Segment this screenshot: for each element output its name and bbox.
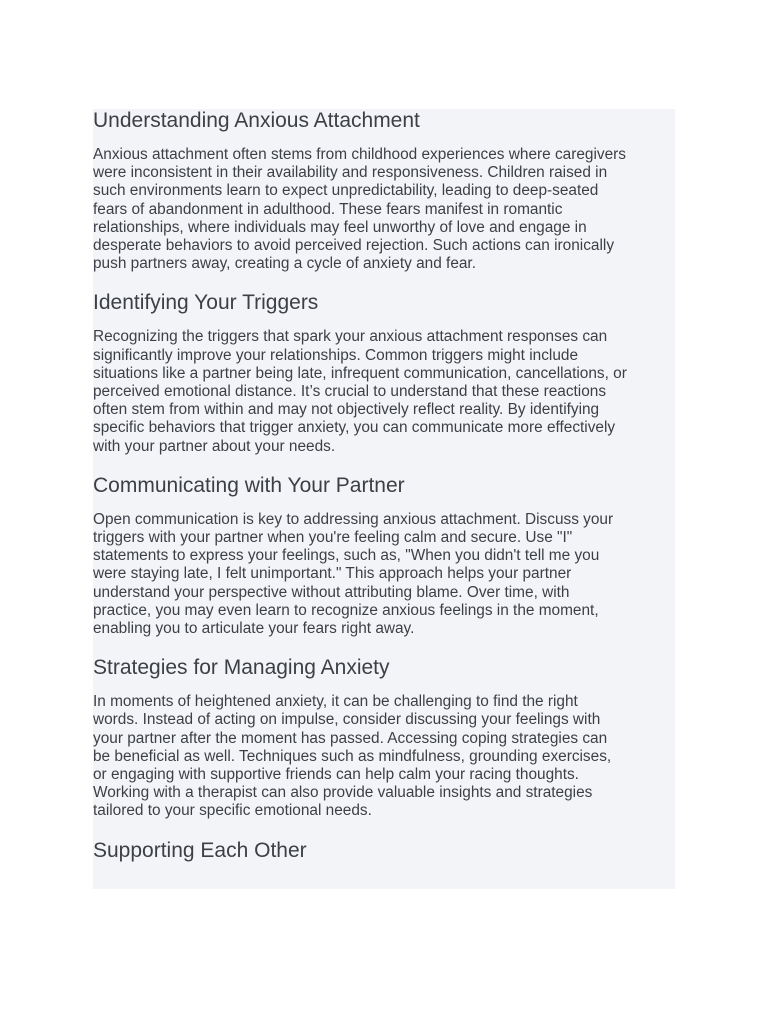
section-heading: Identifying Your Triggers (93, 291, 319, 315)
section-heading: Supporting Each Other (93, 838, 307, 862)
section-identifying-your-triggers (93, 291, 675, 455)
section-understanding-anxious-attachment (93, 109, 675, 273)
section-heading: Strategies for Managing Anxiety (93, 656, 390, 680)
section-strategies-for-managing-anxiety (93, 656, 675, 820)
article-content (93, 109, 675, 889)
section-paragraph: Open communication is key to addressing anxious attachment. Discuss your triggers with your partner when you're feeling calm and secure. Use "I" statements to express your feelings, such as, "When you didn't tell me you were staying late, I felt unimportant." This approach helps your partner understand your perspective without attributing blame. Over time, with practice, you may even learn to recognize anxious feelings in the moment, enabling you to articulate your fears right away. (93, 510, 614, 638)
section-heading: Understanding Anxious Attachment (93, 109, 420, 132)
section-heading: Communicating with Your Partner (93, 473, 405, 497)
section-paragraph: In moments of heightened anxiety, it can be challenging to find the right words. Instead of acting on impulse, consider discussing your feelings with your partner after the moment has passed. Accessing coping strategies can be beneficial as well. Techniques such as mindfulness, grounding exercises, or engaging with supportive friends can help calm your racing thoughts. Working with a therapist can also provide valuable insights and strategies tailored to your specific emotional needs. (93, 693, 612, 820)
section-supporting-each-other (93, 839, 675, 863)
section-communicating-with-your-partner (93, 474, 675, 638)
section-paragraph: Recognizing the triggers that spark your anxious attachment responses can significantly improve your relationships. Common triggers might include situations like a partner being late, infrequent communication, cancellations, or perceived emotional distance. It’s crucial to understand that these reactions often stem from within and may not objectively reflect reality. By identifying specific behaviors that trigger anxiety, you can communicate more effectively with your partner about your needs. (93, 328, 627, 455)
section-paragraph: Anxious attachment often stems from childhood experiences where caregivers were inconsistent in their availability and responsiveness. Children raised in such environments learn to expect unpredictability, leading to deep-seated fears of abandonment in adulthood. These fears manifest in romantic relationships, where individuals may feel unworthy of love and engage in desperate behaviors to avoid perceived rejection. Such actions can ironically push partners away, creating a cycle of anxiety and fear. (93, 146, 626, 273)
